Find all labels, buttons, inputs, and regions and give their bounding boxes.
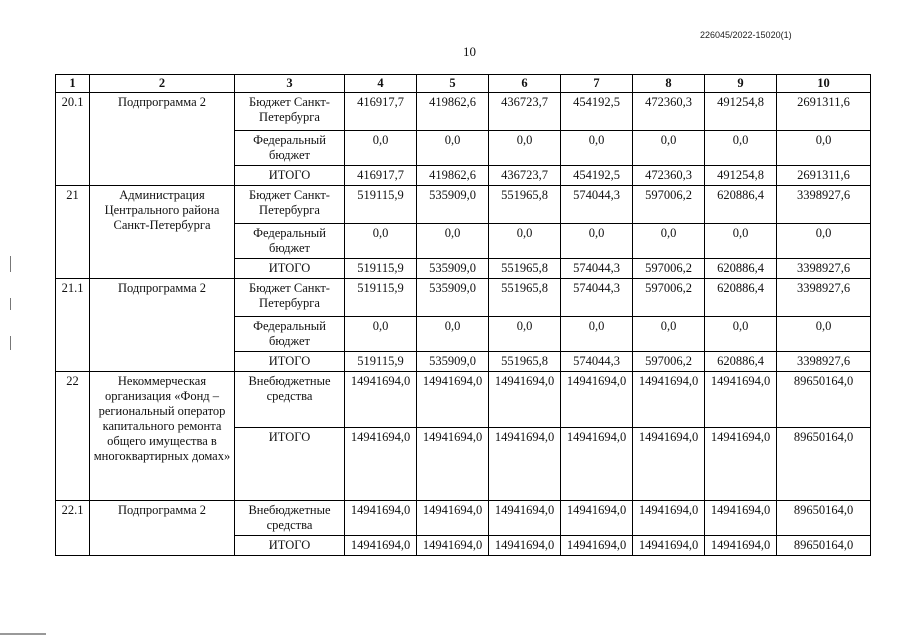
table-row <box>56 279 871 317</box>
value-cell: 0,0 <box>705 131 777 166</box>
row-number: 21 <box>56 186 90 279</box>
value-cell: 0,0 <box>489 224 561 259</box>
document-id: 226045/2022-15020(1) <box>700 30 792 40</box>
value-cell: 416917,7 <box>345 93 417 131</box>
value-cell: 419862,6 <box>417 93 489 131</box>
value-cell: 597006,2 <box>633 186 705 224</box>
value-cell: 620886,4 <box>705 352 777 372</box>
column-header: 8 <box>633 75 705 93</box>
value-cell: 0,0 <box>417 131 489 166</box>
value-cell: 0,0 <box>345 317 417 352</box>
value-cell: 14941694,0 <box>489 372 561 428</box>
value-cell: 2691311,6 <box>777 93 871 131</box>
value-cell: 14941694,0 <box>561 536 633 556</box>
value-cell: 14941694,0 <box>345 501 417 536</box>
value-cell: 535909,0 <box>417 352 489 372</box>
column-header: 7 <box>561 75 633 93</box>
funding-source: ИТОГО <box>235 428 345 501</box>
value-cell: 416917,7 <box>345 166 417 186</box>
funding-source: Бюджет Санкт-Петербурга <box>235 93 345 131</box>
column-header: 5 <box>417 75 489 93</box>
scan-mark <box>10 256 11 272</box>
value-cell: 0,0 <box>561 317 633 352</box>
value-cell: 519115,9 <box>345 186 417 224</box>
value-cell: 0,0 <box>561 131 633 166</box>
value-cell: 14941694,0 <box>417 372 489 428</box>
value-cell: 0,0 <box>777 317 871 352</box>
value-cell: 14941694,0 <box>345 536 417 556</box>
table-header-row <box>56 75 871 93</box>
value-cell: 14941694,0 <box>417 428 489 501</box>
value-cell: 0,0 <box>561 224 633 259</box>
value-cell: 14941694,0 <box>633 372 705 428</box>
scan-mark <box>10 298 11 310</box>
funding-source: Бюджет Санкт-Петербурга <box>235 186 345 224</box>
value-cell: 2691311,6 <box>777 166 871 186</box>
value-cell: 620886,4 <box>705 279 777 317</box>
value-cell: 436723,7 <box>489 93 561 131</box>
value-cell: 0,0 <box>777 224 871 259</box>
program-name: Некоммерческая организация «Фонд – региональный оператор капитального ремонта общего имущества в многоквартирных домах» <box>90 372 235 501</box>
value-cell: 89650164,0 <box>777 536 871 556</box>
value-cell: 14941694,0 <box>345 372 417 428</box>
funding-source: Внебюджетные средства <box>235 501 345 536</box>
value-cell: 551965,8 <box>489 259 561 279</box>
value-cell: 535909,0 <box>417 186 489 224</box>
value-cell: 551965,8 <box>489 186 561 224</box>
value-cell: 14941694,0 <box>633 536 705 556</box>
table-row <box>56 186 871 224</box>
scan-mark <box>0 633 46 635</box>
value-cell: 14941694,0 <box>489 501 561 536</box>
value-cell: 454192,5 <box>561 166 633 186</box>
row-number: 20.1 <box>56 93 90 186</box>
table-row <box>56 372 871 428</box>
value-cell: 574044,3 <box>561 279 633 317</box>
value-cell: 14941694,0 <box>417 501 489 536</box>
column-header: 10 <box>777 75 871 93</box>
funding-source: ИТОГО <box>235 166 345 186</box>
scan-mark <box>10 336 11 350</box>
value-cell: 0,0 <box>489 131 561 166</box>
value-cell: 454192,5 <box>561 93 633 131</box>
value-cell: 0,0 <box>705 317 777 352</box>
value-cell: 551965,8 <box>489 352 561 372</box>
value-cell: 0,0 <box>633 224 705 259</box>
row-number: 22 <box>56 372 90 501</box>
value-cell: 3398927,6 <box>777 279 871 317</box>
value-cell: 0,0 <box>417 224 489 259</box>
funding-table <box>55 74 871 556</box>
page-number: 10 <box>463 44 476 59</box>
value-cell: 597006,2 <box>633 352 705 372</box>
program-name: Подпрограмма 2 <box>90 93 235 186</box>
value-cell: 3398927,6 <box>777 259 871 279</box>
row-number: 22.1 <box>56 501 90 556</box>
value-cell: 0,0 <box>345 131 417 166</box>
value-cell: 620886,4 <box>705 259 777 279</box>
value-cell: 597006,2 <box>633 259 705 279</box>
value-cell: 14941694,0 <box>705 501 777 536</box>
value-cell: 14941694,0 <box>705 536 777 556</box>
column-header: 3 <box>235 75 345 93</box>
value-cell: 14941694,0 <box>561 501 633 536</box>
funding-source: Федеральный бюджет <box>235 317 345 352</box>
funding-source: Федеральный бюджет <box>235 224 345 259</box>
value-cell: 14941694,0 <box>489 428 561 501</box>
column-header: 6 <box>489 75 561 93</box>
program-name: Подпрограмма 2 <box>90 501 235 556</box>
table-row <box>56 93 871 131</box>
value-cell: 14941694,0 <box>345 428 417 501</box>
program-name: Администрация Центрального района Санкт-Петербурга <box>90 186 235 279</box>
value-cell: 472360,3 <box>633 166 705 186</box>
value-cell: 89650164,0 <box>777 372 871 428</box>
value-cell: 551965,8 <box>489 279 561 317</box>
table-row <box>56 501 871 536</box>
value-cell: 3398927,6 <box>777 186 871 224</box>
funding-source: Бюджет Санкт-Петербурга <box>235 279 345 317</box>
value-cell: 0,0 <box>345 224 417 259</box>
value-cell: 0,0 <box>417 317 489 352</box>
funding-source: ИТОГО <box>235 352 345 372</box>
value-cell: 519115,9 <box>345 259 417 279</box>
funding-source: Федеральный бюджет <box>235 131 345 166</box>
funding-source: ИТОГО <box>235 259 345 279</box>
value-cell: 14941694,0 <box>561 372 633 428</box>
value-cell: 491254,8 <box>705 166 777 186</box>
column-header: 4 <box>345 75 417 93</box>
value-cell: 519115,9 <box>345 352 417 372</box>
value-cell: 620886,4 <box>705 186 777 224</box>
value-cell: 419862,6 <box>417 166 489 186</box>
value-cell: 3398927,6 <box>777 352 871 372</box>
value-cell: 491254,8 <box>705 93 777 131</box>
value-cell: 0,0 <box>705 224 777 259</box>
column-header: 2 <box>90 75 235 93</box>
value-cell: 574044,3 <box>561 259 633 279</box>
value-cell: 472360,3 <box>633 93 705 131</box>
funding-source: ИТОГО <box>235 536 345 556</box>
program-name: Подпрограмма 2 <box>90 279 235 372</box>
value-cell: 14941694,0 <box>489 536 561 556</box>
value-cell: 14941694,0 <box>633 501 705 536</box>
funding-source: Внебюджетные средства <box>235 372 345 428</box>
value-cell: 14941694,0 <box>561 428 633 501</box>
value-cell: 89650164,0 <box>777 428 871 501</box>
value-cell: 0,0 <box>489 317 561 352</box>
value-cell: 14941694,0 <box>417 536 489 556</box>
value-cell: 89650164,0 <box>777 501 871 536</box>
row-number: 21.1 <box>56 279 90 372</box>
value-cell: 0,0 <box>777 131 871 166</box>
value-cell: 535909,0 <box>417 259 489 279</box>
value-cell: 14941694,0 <box>705 428 777 501</box>
value-cell: 14941694,0 <box>705 372 777 428</box>
value-cell: 436723,7 <box>489 166 561 186</box>
value-cell: 0,0 <box>633 131 705 166</box>
value-cell: 535909,0 <box>417 279 489 317</box>
value-cell: 0,0 <box>633 317 705 352</box>
column-header: 1 <box>56 75 90 93</box>
value-cell: 14941694,0 <box>633 428 705 501</box>
value-cell: 574044,3 <box>561 186 633 224</box>
column-header: 9 <box>705 75 777 93</box>
value-cell: 597006,2 <box>633 279 705 317</box>
value-cell: 574044,3 <box>561 352 633 372</box>
value-cell: 519115,9 <box>345 279 417 317</box>
